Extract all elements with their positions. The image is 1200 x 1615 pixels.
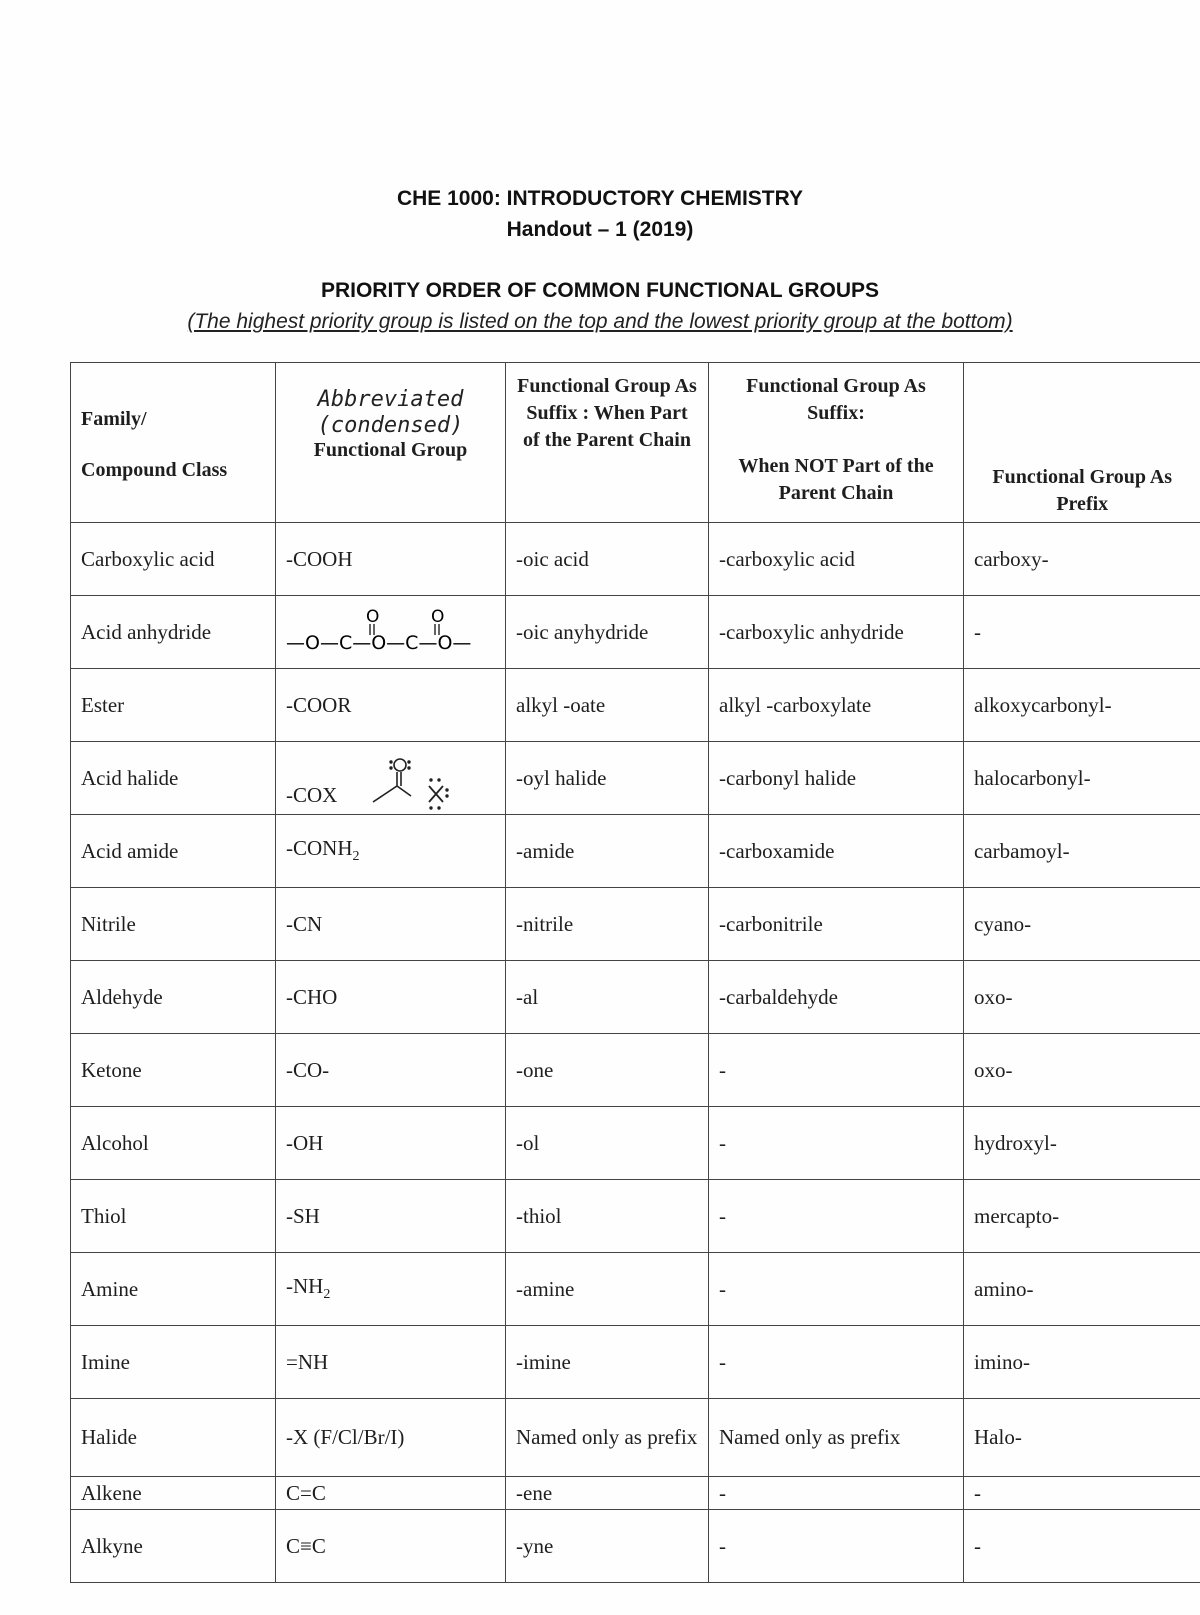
cell-suffix-not-parent <box>709 1034 964 1107</box>
formula-subscript: 2 <box>323 1287 331 1303</box>
cell-group <box>276 1399 506 1477</box>
group-formula: -COX <box>286 783 338 807</box>
cell-suffix-not-parent <box>709 1399 964 1477</box>
cell-prefix <box>964 1399 1200 1477</box>
cell-group <box>276 742 506 815</box>
prefix-text: imino- <box>974 1349 1030 1374</box>
cell-family <box>71 1107 276 1180</box>
cell-prefix <box>964 1326 1200 1399</box>
group-formula: -SH <box>286 1203 320 1228</box>
header-row <box>71 363 1200 523</box>
cell-suffix-parent <box>506 815 709 888</box>
cell-suffix-parent <box>506 1399 709 1477</box>
cell-prefix <box>964 1180 1200 1253</box>
group-formula: -NH <box>286 1274 324 1299</box>
suffix-not-parent-text: -carboxamide <box>719 838 835 863</box>
family-name: Carboxylic acid <box>81 546 215 571</box>
suffix-parent-text: Named only as prefix <box>516 1425 698 1449</box>
suffix-not-parent-text: - <box>719 1349 726 1374</box>
cell-group <box>276 669 506 742</box>
table-row <box>71 1180 1200 1253</box>
cell-suffix-parent <box>506 1107 709 1180</box>
cell-suffix-parent <box>506 1180 709 1253</box>
prefix-text: mercapto- <box>974 1203 1060 1228</box>
family-name: Acid amide <box>81 838 179 863</box>
table-row <box>71 1510 1200 1583</box>
prefix-text: - <box>974 1533 981 1558</box>
cell-suffix-parent <box>506 1034 709 1107</box>
family-name: Imine <box>81 1349 130 1374</box>
suffix-not-parent-text: - <box>719 1276 726 1301</box>
table-row <box>71 669 1200 742</box>
cell-group <box>276 815 506 888</box>
suffix-parent-text: -ene <box>516 1480 553 1505</box>
functional-groups-table <box>70 362 1200 1583</box>
suffix-not-parent-text: Named only as prefix <box>719 1425 901 1449</box>
group-formula: -CO- <box>286 1057 330 1082</box>
table-row <box>71 961 1200 1034</box>
priority-note: (The highest priority group is listed on the top and the lowest priority group at the bottom) <box>187 310 1013 333</box>
header-abbreviated <box>276 363 506 523</box>
cell-group <box>276 888 506 961</box>
group-formula: =NH <box>286 1349 329 1374</box>
table-row <box>71 523 1200 596</box>
suffix-not-parent-text: alkyl -carboxylate <box>719 692 872 717</box>
prefix-text: - <box>974 619 981 644</box>
suffix-parent-text: alkyl -oate <box>516 692 606 717</box>
family-name: Alkene <box>81 1480 142 1505</box>
suffix-parent-text: -ol <box>516 1130 540 1155</box>
cell-family <box>71 1180 276 1253</box>
cell-prefix <box>964 1107 1200 1180</box>
group-formula: C=C <box>286 1480 326 1505</box>
anhydride-structure <box>286 606 491 658</box>
suffix-not-parent-text: -carbonyl halide <box>719 765 857 790</box>
cell-suffix-parent <box>506 1510 709 1583</box>
cell-suffix-not-parent <box>709 523 964 596</box>
suffix-parent-text: -one <box>516 1057 554 1082</box>
course-title: CHE 1000: INTRODUCTORY CHEMISTRY <box>396 187 804 210</box>
header-suffix-parent <box>506 363 709 523</box>
suffix-parent-text: -amine <box>516 1276 575 1301</box>
suffix-parent-text: -imine <box>516 1349 571 1374</box>
suffix-parent-text: -thiol <box>516 1203 562 1228</box>
group-formula: -X (F/Cl/Br/I) <box>286 1425 405 1449</box>
family-name: Alcohol <box>81 1130 149 1155</box>
table-row <box>71 742 1200 815</box>
family-name: Halide <box>81 1425 137 1449</box>
cell-suffix-not-parent <box>709 1180 964 1253</box>
prefix-text: amino- <box>974 1276 1034 1301</box>
group-formula: C≡C <box>286 1533 326 1558</box>
group-formula: -CN <box>286 911 323 936</box>
cell-prefix <box>964 669 1200 742</box>
cell-family <box>71 669 276 742</box>
header-suffix-not-parent-line2: When NOT Part of the Parent Chain <box>738 455 934 504</box>
cell-family <box>71 1399 276 1477</box>
handout-label: Handout – 1 (2019) <box>506 218 694 241</box>
prefix-text: carboxy- <box>974 546 1049 571</box>
table-row <box>71 815 1200 888</box>
family-name: Amine <box>81 1276 139 1301</box>
cell-prefix <box>964 1253 1200 1326</box>
table-row <box>71 1253 1200 1326</box>
prefix-text: hydroxyl- <box>974 1130 1057 1155</box>
cell-suffix-not-parent <box>709 1326 964 1399</box>
table-row <box>71 888 1200 961</box>
header-prefix-text: Functional Group As Prefix <box>992 466 1173 515</box>
suffix-not-parent-text: -carboxylic acid <box>719 546 855 571</box>
suffix-not-parent-text: -carboxylic anhydride <box>719 619 904 644</box>
suffix-not-parent-text: -carbaldehyde <box>719 984 838 1009</box>
cell-prefix <box>964 742 1200 815</box>
cell-suffix-parent <box>506 596 709 669</box>
cell-suffix-not-parent <box>709 888 964 961</box>
cell-family <box>71 961 276 1034</box>
prefix-text: carbamoyl- <box>974 838 1070 863</box>
cell-prefix <box>964 815 1200 888</box>
family-name: Aldehyde <box>81 984 163 1009</box>
cell-family <box>71 1253 276 1326</box>
header-suffix-not-parent <box>709 363 964 523</box>
prefix-text: halocarbonyl- <box>974 765 1091 790</box>
suffix-parent-text: -oyl halide <box>516 765 607 790</box>
cell-suffix-not-parent <box>709 1107 964 1180</box>
suffix-parent-text: -yne <box>516 1533 554 1558</box>
cell-group <box>276 1326 506 1399</box>
cell-suffix-parent <box>506 1253 709 1326</box>
acyl-halide-sketch <box>367 754 467 814</box>
cell-suffix-not-parent <box>709 815 964 888</box>
family-name: Ketone <box>81 1057 142 1082</box>
header-suffix-not-parent-line1: Functional Group As Suffix: <box>746 375 926 424</box>
table-row <box>71 1107 1200 1180</box>
section-title: PRIORITY ORDER OF COMMON FUNCTIONAL GROUPS <box>320 279 880 302</box>
prefix-text: - <box>974 1480 981 1505</box>
cell-family <box>71 815 276 888</box>
suffix-not-parent-text: - <box>719 1057 726 1082</box>
cell-group <box>276 1477 506 1510</box>
prefix-text: oxo- <box>974 984 1013 1009</box>
table-row <box>71 1034 1200 1107</box>
table-row <box>71 596 1200 669</box>
table-row <box>71 1477 1200 1510</box>
header-suffix-parent-text: Functional Group As Suffix : When Part of the Parent Chain <box>517 375 697 451</box>
anhydride-chain-text: —O—C—O—C—O— <box>286 632 472 654</box>
cell-group <box>276 1180 506 1253</box>
cell-suffix-not-parent <box>709 1510 964 1583</box>
family-name: Alkyne <box>81 1533 143 1558</box>
header-abbrev-handwritten-2: (condensed) <box>317 413 464 438</box>
cell-prefix <box>964 1477 1200 1510</box>
cell-suffix-parent <box>506 1477 709 1510</box>
table-row <box>71 1326 1200 1399</box>
suffix-not-parent-text: -carbonitrile <box>719 911 823 936</box>
cell-suffix-parent <box>506 742 709 815</box>
group-formula: -COOH <box>286 546 353 571</box>
cell-group <box>276 1510 506 1583</box>
suffix-parent-text: -al <box>516 984 539 1009</box>
cell-suffix-parent <box>506 1326 709 1399</box>
header-abbrev-handwritten-1: Abbreviated <box>317 387 464 412</box>
formula-subscript: 2 <box>352 849 360 865</box>
cell-family <box>71 596 276 669</box>
cell-suffix-not-parent <box>709 669 964 742</box>
header-family-line1: Family/ <box>81 407 147 430</box>
cell-prefix <box>964 1034 1200 1107</box>
cell-family <box>71 523 276 596</box>
cell-family <box>71 1326 276 1399</box>
suffix-not-parent-text: - <box>719 1203 726 1228</box>
carbonyl-oxygen-2: O <box>431 607 445 627</box>
cell-family <box>71 1034 276 1107</box>
table-row <box>71 1399 1200 1477</box>
family-name: Ester <box>81 692 125 717</box>
cell-prefix <box>964 961 1200 1034</box>
group-formula: -CONH <box>286 836 353 861</box>
cell-suffix-not-parent <box>709 1477 964 1510</box>
header-abbrev-print: Functional Group <box>313 439 468 461</box>
suffix-not-parent-text: - <box>719 1130 726 1155</box>
cell-suffix-not-parent <box>709 961 964 1034</box>
cell-group <box>276 961 506 1034</box>
group-formula: -OH <box>286 1130 324 1155</box>
suffix-parent-text: -oic anyhydride <box>516 619 649 644</box>
cell-group <box>276 523 506 596</box>
cell-prefix <box>964 1510 1200 1583</box>
cell-suffix-parent <box>506 888 709 961</box>
group-formula: -CHO <box>286 984 338 1009</box>
header-prefix <box>964 363 1200 523</box>
family-name: Acid halide <box>81 765 179 790</box>
cell-family <box>71 742 276 815</box>
suffix-not-parent-text: - <box>719 1533 726 1558</box>
suffix-not-parent-text: - <box>719 1480 726 1505</box>
family-name: Nitrile <box>81 911 136 936</box>
cell-suffix-parent <box>506 961 709 1034</box>
cell-group <box>276 1253 506 1326</box>
cell-family <box>71 888 276 961</box>
cell-prefix <box>964 888 1200 961</box>
prefix-text: Halo- <box>974 1425 1022 1449</box>
header-family <box>71 363 276 523</box>
cell-suffix-parent <box>506 523 709 596</box>
prefix-text: cyano- <box>974 911 1032 936</box>
suffix-parent-text: -oic acid <box>516 546 589 571</box>
group-formula: -COOR <box>286 692 352 717</box>
cell-family <box>71 1510 276 1583</box>
cell-suffix-not-parent <box>709 1253 964 1326</box>
cell-prefix <box>964 523 1200 596</box>
cell-group <box>276 1034 506 1107</box>
cell-group <box>276 596 506 669</box>
carbonyl-oxygen-1: O <box>366 607 380 627</box>
header-family-line2: Compound Class <box>81 458 228 481</box>
suffix-parent-text: -amide <box>516 838 575 863</box>
prefix-text: alkoxycarbonyl- <box>974 692 1112 717</box>
family-name: Acid anhydride <box>81 619 212 644</box>
suffix-parent-text: -nitrile <box>516 911 574 936</box>
cell-prefix <box>964 596 1200 669</box>
cell-suffix-not-parent <box>709 596 964 669</box>
cell-group <box>276 1107 506 1180</box>
cell-suffix-not-parent <box>709 742 964 815</box>
cell-suffix-parent <box>506 669 709 742</box>
prefix-text: oxo- <box>974 1057 1013 1082</box>
cell-family <box>71 1477 276 1510</box>
family-name: Thiol <box>81 1203 127 1228</box>
